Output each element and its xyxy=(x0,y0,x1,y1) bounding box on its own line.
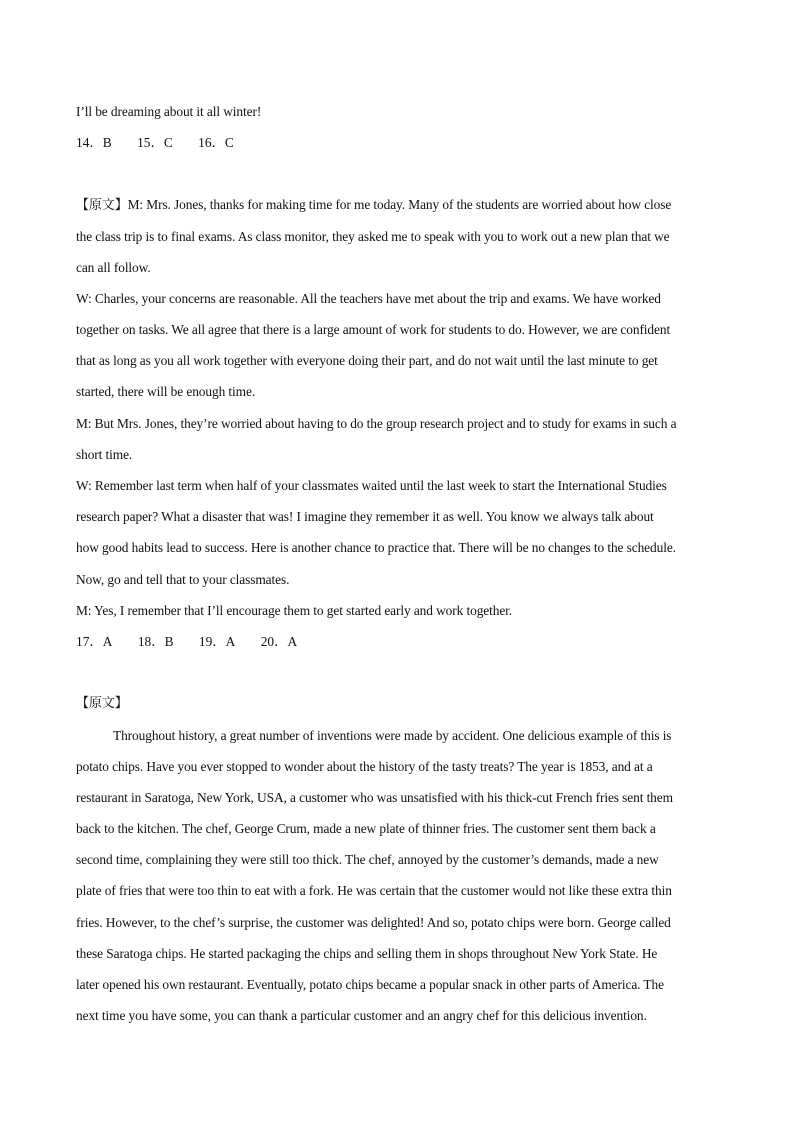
passage-line-4: back to the kitchen. The chef, George Crum, made a new plate of thinner fries. The customer sent them back a xyxy=(76,821,656,836)
answer-17: 17．A xyxy=(76,634,113,649)
dialogue-line-6: that as long as you all work together with everyone doing their part, and do not wait until the last minute to get xyxy=(76,353,658,368)
answer-15: 15．C xyxy=(137,135,173,150)
dialogue-line-11: research paper? What a disaster that was! I imagine they remember it as well. You know we always talk about xyxy=(76,509,654,524)
dialogue-line-3: can all follow. xyxy=(76,260,151,275)
passage-line-9: later opened his own restaurant. Eventually, potato chips became a popular snack in other parts of America. The xyxy=(76,977,664,992)
answer-19: 19．A xyxy=(198,634,236,649)
dialogue-line-5: together on tasks. We all agree that there is a large amount of work for students to do. However, we are confident xyxy=(76,322,671,337)
dialogue-line-9: short time. xyxy=(76,447,133,462)
dialogue-line-13: Now, go and tell that to your classmates. xyxy=(76,572,290,587)
passage-line-10: next time you have some, you can thank a particular customer and an angry chef for this delicious invention. xyxy=(76,1008,647,1023)
passage-line-2: potato chips. Have you ever stopped to wonder about the history of the tasty treats? The year is 1853, and at a xyxy=(76,759,653,774)
closing-line: I’ll be dreaming about it all winter! xyxy=(76,104,262,119)
answer-18: 18．B xyxy=(137,634,174,649)
passage-line-3: restaurant in Saratoga, New York, USA, a customer who was unsatisfied with his thick-cut French fries sent them xyxy=(76,790,673,805)
dialogue-line-14: M: Yes, I remember that I’ll encourage them to get started early and work together. xyxy=(76,603,513,618)
passage-line-1: Throughout history, a great number of inventions were made by accident. One delicious example of this is xyxy=(113,728,672,743)
answer-row-2 xyxy=(76,633,319,651)
transcript-label: 【原文】 xyxy=(76,198,128,213)
passage-line-6: plate of fries that were too thin to eat with a fork. He was certain that the customer would not like these extra thin xyxy=(76,883,672,898)
answer-14: 14．B xyxy=(76,135,112,150)
dialogue-line-1: 【原文】M: Mrs. Jones, thanks for making time for me today. Many of the students are worried about how close xyxy=(76,197,672,213)
transcript-label-2: 【原文】 xyxy=(76,696,128,711)
answer-row-1 xyxy=(76,134,256,152)
passage-line-7: fries. However, to the chef’s surprise, the customer was delighted! And so, potato chips were born. George called xyxy=(76,915,671,930)
dialogue-line-7: started, there will be enough time. xyxy=(76,384,256,399)
dialogue-line-8: M: But Mrs. Jones, they’re worried about having to do the group research project and to study for exams in such a xyxy=(76,416,677,431)
answer-20: 20．A xyxy=(260,634,298,649)
answer-16: 16．C xyxy=(198,135,234,150)
dialogue-line-4: W: Charles, your concerns are reasonable. All the teachers have met about the trip and exams. We have worked xyxy=(76,291,661,306)
passage-line-8: these Saratoga chips. He started packaging the chips and selling them in shops throughout New York State. He xyxy=(76,946,658,961)
dialogue-line-2: the class trip is to final exams. As class monitor, they asked me to speak with you to work out a new plan that we xyxy=(76,229,670,244)
dialogue-line-12: how good habits lead to success. Here is another chance to practice that. There will be no changes to the schedule. xyxy=(76,540,676,555)
passage-line-5: second time, complaining they were still too thick. The chef, annoyed by the customer’s demands, made a new xyxy=(76,852,659,867)
dialogue-line-10: W: Remember last term when half of your classmates waited until the last week to start the International Studies xyxy=(76,478,667,493)
